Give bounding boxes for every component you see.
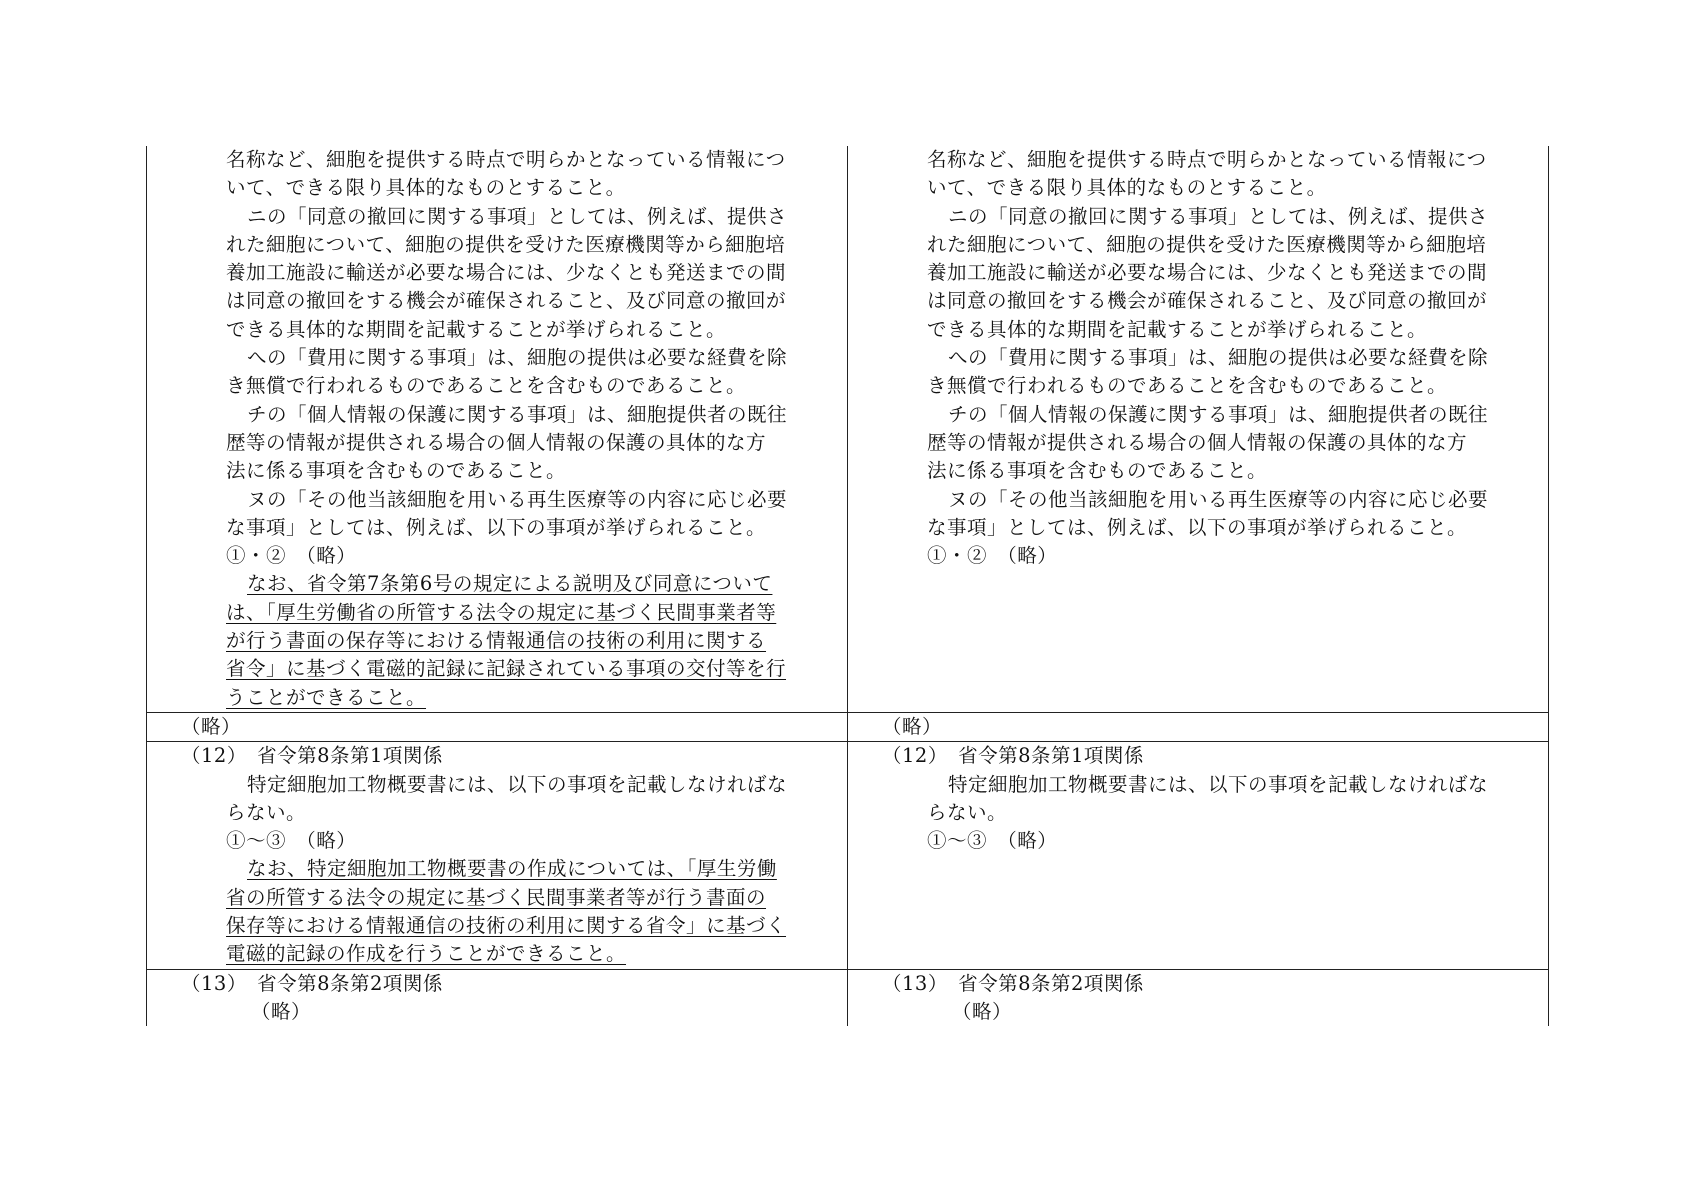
text-line: 法に係る事項を含むものであること。 — [226, 459, 567, 483]
text-line: な事項」としては、例えば、以下の事項が挙げられること。 — [927, 515, 1468, 539]
text-line: は同意の撤回をする機会が確保されること、及び同意の撤回が — [927, 289, 1488, 313]
text-line: 歴等の情報が提供される場合の個人情報の保護の具体的な方 — [927, 430, 1468, 454]
text-line: ①・② （略） — [927, 544, 1058, 568]
left-cell-top — [147, 146, 848, 712]
table-row-section-13 — [147, 969, 1549, 1026]
text-line: への「費用に関する事項」は、細胞の提供は必要な経費を除 — [247, 346, 788, 370]
text-line: れた細胞について、細胞の提供を受けた医療機関等から細胞培 — [226, 232, 786, 256]
underlined-line — [147, 884, 847, 912]
text-line: 特定細胞加工物概要書には、以下の事項を記載しなければな — [948, 772, 1489, 796]
text-line: き無償で行われるものであることを含むものであること。 — [927, 374, 1448, 398]
text-line: いて、できる限り具体的なものとすること。 — [226, 176, 626, 200]
text-line: 歴等の情報が提供される場合の個人情報の保護の具体的な方 — [226, 430, 767, 454]
underlined-line — [147, 684, 847, 712]
text-line: らない。 — [226, 800, 307, 824]
text-line: できる具体的な期間を記載することが挙げられること。 — [927, 317, 1428, 341]
text-line: 名称など、細胞を提供する時点で明らかとなっている情報につ — [927, 148, 1487, 171]
text-line: チの「個人情報の保護に関する事項」は、細胞提供者の既往 — [247, 402, 788, 426]
right-cell-top — [848, 146, 1549, 712]
comparison-table-page — [146, 146, 1549, 1026]
section-heading: （13） 省令第8条第2項関係 — [181, 971, 443, 995]
amendment-text: 電磁的記録の作成を行うことができること。 — [226, 942, 627, 966]
left-cell-omit — [147, 712, 848, 741]
text-line: チの「個人情報の保護に関する事項」は、細胞提供者の既往 — [948, 402, 1489, 426]
right-cell-section-12 — [848, 742, 1549, 969]
text-line: 法に係る事項を含むものであること。 — [927, 459, 1268, 483]
table-row-top — [147, 146, 1549, 712]
text-line: 養加工施設に輸送が必要な場合には、少なくとも発送までの間 — [226, 261, 787, 285]
text-line: できる具体的な期間を記載することが挙げられること。 — [226, 317, 727, 341]
text-line: れた細胞について、細胞の提供を受けた医療機関等から細胞培 — [927, 232, 1487, 256]
underlined-line — [147, 570, 847, 598]
text-line: 名称など、細胞を提供する時点で明らかとなっている情報につ — [226, 148, 786, 171]
text-line: ①～③ （略） — [927, 829, 1058, 853]
underlined-line — [147, 912, 847, 940]
amendment-text: 保存等における情報通信の技術の利用に関する省令」に基づく — [226, 914, 787, 938]
section-heading: （12） 省令第8条第1項関係 — [181, 744, 443, 768]
comparison-table — [146, 146, 1549, 1026]
underlined-line — [147, 599, 847, 627]
amendment-text: うことができること。 — [226, 685, 427, 709]
underlined-line — [147, 627, 847, 655]
underlined-line — [147, 940, 847, 968]
left-cell-section-13 — [147, 969, 848, 1026]
underlined-line — [147, 655, 847, 683]
text-line: ニの「同意の撤回に関する事項」としては、例えば、提供さ — [948, 204, 1489, 228]
omit-label: （略） — [952, 999, 1013, 1023]
text-line: ①～③ （略） — [226, 829, 357, 853]
text-line: き無償で行われるものであることを含むものであること。 — [226, 374, 747, 398]
omit-label: （略） — [882, 714, 943, 738]
text-line: 養加工施設に輸送が必要な場合には、少なくとも発送までの間 — [927, 261, 1488, 285]
omit-label: （略） — [251, 999, 312, 1023]
text-line: ヌの「その他当該細胞を用いる再生医療等の内容に応じ必要 — [247, 487, 788, 511]
text-line: らない。 — [927, 800, 1008, 824]
section-heading: （12） 省令第8条第1項関係 — [882, 744, 1144, 768]
omit-label: （略） — [181, 714, 242, 738]
text-line: 特定細胞加工物概要書には、以下の事項を記載しなければな — [247, 772, 788, 796]
amendment-text: は、「厚生労働省の所管する法令の規定に基づく民間事業者等 — [226, 600, 777, 624]
amendment-text: なお、特定細胞加工物概要書の作成については、「厚生労働 — [247, 857, 777, 881]
text-line: ヌの「その他当該細胞を用いる再生医療等の内容に応じ必要 — [948, 487, 1489, 511]
amendment-text: 省の所管する法令の規定に基づく民間事業者等が行う書面の — [226, 885, 767, 909]
text-line: ①・② （略） — [226, 544, 357, 568]
text-line: は同意の撤回をする機会が確保されること、及び同意の撤回が — [226, 289, 787, 313]
section-heading: （13） 省令第8条第2項関係 — [882, 971, 1144, 995]
amendment-text: なお、省令第7条第6号の規定による説明及び同意について — [247, 572, 773, 596]
amendment-text: 省令」に基づく電磁的記録に記録されている事項の交付等を行 — [226, 657, 787, 681]
table-row-section-12 — [147, 742, 1549, 969]
right-cell-section-13 — [848, 969, 1549, 1026]
text-line: な事項」としては、例えば、以下の事項が挙げられること。 — [226, 515, 767, 539]
right-cell-omit — [848, 712, 1549, 741]
text-line: いて、できる限り具体的なものとすること。 — [927, 176, 1327, 200]
table-row-omit — [147, 712, 1549, 741]
underlined-line — [147, 855, 847, 883]
left-cell-section-12 — [147, 742, 848, 969]
text-line: ニの「同意の撤回に関する事項」としては、例えば、提供さ — [247, 204, 788, 228]
text-line: への「費用に関する事項」は、細胞の提供は必要な経費を除 — [948, 346, 1489, 370]
amendment-text: が行う書面の保存等における情報通信の技術の利用に関する — [226, 629, 767, 653]
